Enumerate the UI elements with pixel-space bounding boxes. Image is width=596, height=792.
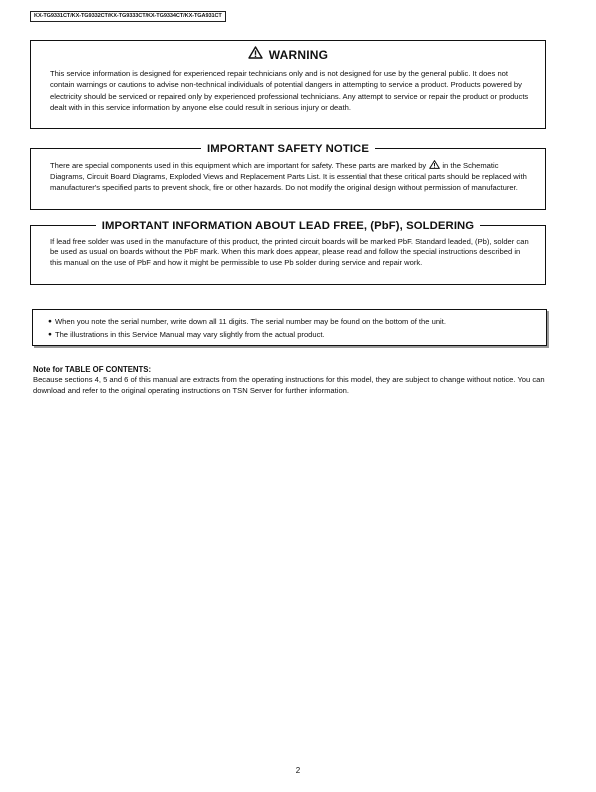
notes-box [32,309,547,346]
lead-free-title: IMPORTANT INFORMATION ABOUT LEAD FREE, (PbF), SOLDERING [96,220,480,232]
warning-title: WARNING [268,48,329,62]
warning-triangle-icon [248,46,263,62]
notes-list [48,316,538,341]
safety-notice-box [30,143,546,210]
safety-notice-title: IMPORTANT SAFETY NOTICE [201,143,375,155]
model-numbers-header: KX-TG9331CT/KX-TG9332CT/KX-TG9333CT/KX-TG9334CT/KX-TGA931CT [30,11,226,22]
safety-notice-text-part1: There are special components used in this equipment which are important for safety. These parts are marked by [50,161,427,170]
toc-note-text: Because sections 4, 5 and 6 of this manual are extracts from the operating instructions for this model, they are subject to change without notice. You can download and refer to the original operating instructions on TSN Server for further information. [33,375,545,395]
warning-box [30,40,546,129]
warning-triangle-icon [429,160,440,172]
lead-free-box [30,220,546,285]
lead-free-text: If lead free solder was used in the manufacture of this product, the printed circuit boards will be marked PbF. Standard leaded, (Pb), solder can be used as usual on boards without the PbF mark. When this mark does appear, please read and follow the special instructions described in this manual on the use of PbF and how it might be permissible to use Pb solder during service and repair work. [50,237,529,267]
page-number: 2 [295,766,301,775]
safety-notice-text [50,160,531,193]
warning-heading [31,48,545,62]
list-item: ● The illustrations in this Service Manual may vary slightly from the actual product. [48,329,538,342]
toc-note-heading: Note for TABLE OF CONTENTS: [33,365,152,374]
toc-note [33,365,558,396]
list-item: ● When you note the serial number, write down all 11 digits. The serial number may be found on the bottom of the unit. [48,316,538,329]
safety-notice-text-part2: in the Schematic Diagrams, Circuit Board Diagrams, Exploded Views and Replacement Parts List. It is essential that these critical parts should be replaced with manufacturer's specified parts to prevent shock, fire or other hazards. Do not modify the original design without permission of manufacturer. [50,161,527,192]
warning-text: This service information is designed for experienced repair technicians only and is not designed for use by the general public. It does not contain warnings or cautions to advise non-technical individuals of potential dangers in attempting to service a product. Products powered by electricity should be serviced or repaired only by experienced professional technicians. Any attempt to service or repair the product or products dealt with in this service information by anyone else could result in serious injury or death. [50,69,529,113]
